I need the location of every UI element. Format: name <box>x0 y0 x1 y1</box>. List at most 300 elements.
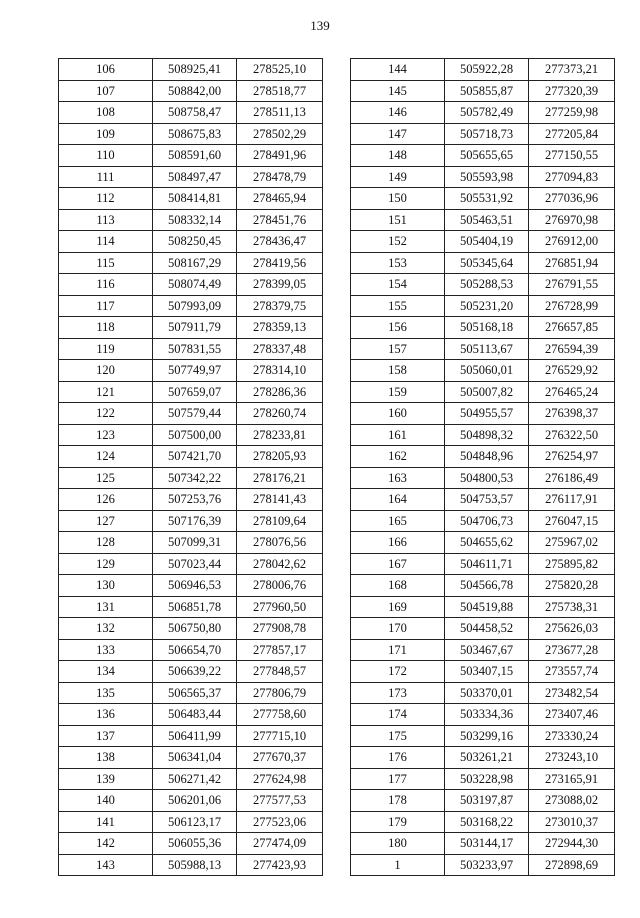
point-number-cell: 137 <box>59 725 153 747</box>
point-number-cell: 1 <box>351 854 445 876</box>
table-row <box>59 231 323 253</box>
table-row <box>59 639 323 661</box>
table-row <box>59 123 323 145</box>
table-row <box>351 274 615 296</box>
table-row <box>351 231 615 253</box>
y-coordinate-cell: 277577,53 <box>237 790 323 812</box>
y-coordinate-cell: 277758,60 <box>237 704 323 726</box>
y-coordinate-cell: 278525,10 <box>237 59 323 81</box>
y-coordinate-cell: 277259,98 <box>529 102 615 124</box>
y-coordinate-cell: 278518,77 <box>237 80 323 102</box>
coordinates-table-left <box>58 58 323 876</box>
x-coordinate-cell: 503334,36 <box>445 704 529 726</box>
point-number-cell: 119 <box>59 338 153 360</box>
y-coordinate-cell: 273330,24 <box>529 725 615 747</box>
y-coordinate-cell: 277908,78 <box>237 618 323 640</box>
y-coordinate-cell: 278314,10 <box>237 360 323 382</box>
table-row <box>59 661 323 683</box>
table-row <box>59 403 323 425</box>
x-coordinate-cell: 504800,53 <box>445 467 529 489</box>
y-coordinate-cell: 276465,24 <box>529 381 615 403</box>
y-coordinate-cell: 273010,37 <box>529 811 615 833</box>
point-number-cell: 148 <box>351 145 445 167</box>
point-number-cell: 118 <box>59 317 153 339</box>
x-coordinate-cell: 505531,92 <box>445 188 529 210</box>
point-number-cell: 150 <box>351 188 445 210</box>
table-row <box>351 188 615 210</box>
point-number-cell: 138 <box>59 747 153 769</box>
table-row <box>351 338 615 360</box>
x-coordinate-cell: 503261,21 <box>445 747 529 769</box>
point-number-cell: 159 <box>351 381 445 403</box>
point-number-cell: 178 <box>351 790 445 812</box>
table-row <box>59 381 323 403</box>
y-coordinate-cell: 278141,43 <box>237 489 323 511</box>
x-coordinate-cell: 504519,88 <box>445 596 529 618</box>
point-number-cell: 136 <box>59 704 153 726</box>
x-coordinate-cell: 507342,22 <box>153 467 237 489</box>
y-coordinate-cell: 275738,31 <box>529 596 615 618</box>
table-row <box>351 768 615 790</box>
table-row <box>351 639 615 661</box>
point-number-cell: 139 <box>59 768 153 790</box>
x-coordinate-cell: 506565,37 <box>153 682 237 704</box>
point-number-cell: 144 <box>351 59 445 81</box>
y-coordinate-cell: 277474,09 <box>237 833 323 855</box>
y-coordinate-cell: 275895,82 <box>529 553 615 575</box>
point-number-cell: 163 <box>351 467 445 489</box>
table-row <box>351 553 615 575</box>
y-coordinate-cell: 276117,91 <box>529 489 615 511</box>
point-number-cell: 127 <box>59 510 153 532</box>
table-row <box>351 446 615 468</box>
x-coordinate-cell: 505718,73 <box>445 123 529 145</box>
y-coordinate-cell: 276657,85 <box>529 317 615 339</box>
y-coordinate-cell: 278359,13 <box>237 317 323 339</box>
point-number-cell: 173 <box>351 682 445 704</box>
table-row <box>351 682 615 704</box>
x-coordinate-cell: 505655,65 <box>445 145 529 167</box>
point-number-cell: 161 <box>351 424 445 446</box>
point-number-cell: 160 <box>351 403 445 425</box>
point-number-cell: 126 <box>59 489 153 511</box>
x-coordinate-cell: 505463,51 <box>445 209 529 231</box>
point-number-cell: 132 <box>59 618 153 640</box>
point-number-cell: 167 <box>351 553 445 575</box>
x-coordinate-cell: 503467,67 <box>445 639 529 661</box>
x-coordinate-cell: 506654,70 <box>153 639 237 661</box>
x-coordinate-cell: 504848,96 <box>445 446 529 468</box>
table-row <box>59 618 323 640</box>
point-number-cell: 113 <box>59 209 153 231</box>
table-row <box>59 704 323 726</box>
y-coordinate-cell: 275820,28 <box>529 575 615 597</box>
y-coordinate-cell: 275626,03 <box>529 618 615 640</box>
y-coordinate-cell: 277423,93 <box>237 854 323 876</box>
point-number-cell: 131 <box>59 596 153 618</box>
x-coordinate-cell: 506946,53 <box>153 575 237 597</box>
table-row <box>351 145 615 167</box>
point-number-cell: 164 <box>351 489 445 511</box>
point-number-cell: 170 <box>351 618 445 640</box>
x-coordinate-cell: 505231,20 <box>445 295 529 317</box>
y-coordinate-cell: 277523,06 <box>237 811 323 833</box>
x-coordinate-cell: 508332,14 <box>153 209 237 231</box>
y-coordinate-cell: 278491,96 <box>237 145 323 167</box>
y-coordinate-cell: 277205,84 <box>529 123 615 145</box>
table-row <box>59 532 323 554</box>
x-coordinate-cell: 507579,44 <box>153 403 237 425</box>
point-number-cell: 106 <box>59 59 153 81</box>
x-coordinate-cell: 508250,45 <box>153 231 237 253</box>
y-coordinate-cell: 276254,97 <box>529 446 615 468</box>
table-row <box>59 295 323 317</box>
x-coordinate-cell: 506055,36 <box>153 833 237 855</box>
x-coordinate-cell: 507099,31 <box>153 532 237 554</box>
y-coordinate-cell: 273243,10 <box>529 747 615 769</box>
y-coordinate-cell: 273407,46 <box>529 704 615 726</box>
y-coordinate-cell: 273165,91 <box>529 768 615 790</box>
table-row <box>59 682 323 704</box>
x-coordinate-cell: 504655,62 <box>445 532 529 554</box>
point-number-cell: 108 <box>59 102 153 124</box>
y-coordinate-cell: 276970,98 <box>529 209 615 231</box>
table-row <box>351 102 615 124</box>
table-row <box>351 123 615 145</box>
table-row <box>59 80 323 102</box>
point-number-cell: 151 <box>351 209 445 231</box>
table-row <box>351 360 615 382</box>
table-row <box>59 725 323 747</box>
point-number-cell: 157 <box>351 338 445 360</box>
x-coordinate-cell: 508925,41 <box>153 59 237 81</box>
x-coordinate-cell: 503407,15 <box>445 661 529 683</box>
table-row <box>59 188 323 210</box>
x-coordinate-cell: 504611,71 <box>445 553 529 575</box>
table-row <box>59 510 323 532</box>
table-row <box>351 661 615 683</box>
x-coordinate-cell: 507176,39 <box>153 510 237 532</box>
y-coordinate-cell: 278502,29 <box>237 123 323 145</box>
y-coordinate-cell: 273088,02 <box>529 790 615 812</box>
table-row <box>59 596 323 618</box>
x-coordinate-cell: 505404,19 <box>445 231 529 253</box>
x-coordinate-cell: 504955,57 <box>445 403 529 425</box>
point-number-cell: 123 <box>59 424 153 446</box>
x-coordinate-cell: 507253,76 <box>153 489 237 511</box>
y-coordinate-cell: 278337,48 <box>237 338 323 360</box>
y-coordinate-cell: 272898,69 <box>529 854 615 876</box>
x-coordinate-cell: 506750,80 <box>153 618 237 640</box>
table-row <box>59 790 323 812</box>
y-coordinate-cell: 273557,74 <box>529 661 615 683</box>
y-coordinate-cell: 278436,47 <box>237 231 323 253</box>
table-row <box>59 467 323 489</box>
x-coordinate-cell: 508167,29 <box>153 252 237 274</box>
table-row <box>351 811 615 833</box>
x-coordinate-cell: 505007,82 <box>445 381 529 403</box>
x-coordinate-cell: 508591,60 <box>153 145 237 167</box>
table-row <box>59 166 323 188</box>
y-coordinate-cell: 277373,21 <box>529 59 615 81</box>
point-number-cell: 177 <box>351 768 445 790</box>
y-coordinate-cell: 278176,21 <box>237 467 323 489</box>
x-coordinate-cell: 505593,98 <box>445 166 529 188</box>
point-number-cell: 176 <box>351 747 445 769</box>
x-coordinate-cell: 508497,47 <box>153 166 237 188</box>
point-number-cell: 140 <box>59 790 153 812</box>
table-row <box>59 489 323 511</box>
x-coordinate-cell: 505855,87 <box>445 80 529 102</box>
point-number-cell: 134 <box>59 661 153 683</box>
y-coordinate-cell: 278109,64 <box>237 510 323 532</box>
y-coordinate-cell: 278233,81 <box>237 424 323 446</box>
x-coordinate-cell: 507831,55 <box>153 338 237 360</box>
x-coordinate-cell: 504566,78 <box>445 575 529 597</box>
table-row <box>351 295 615 317</box>
table-row <box>351 833 615 855</box>
point-number-cell: 128 <box>59 532 153 554</box>
y-coordinate-cell: 277806,79 <box>237 682 323 704</box>
point-number-cell: 155 <box>351 295 445 317</box>
table-row <box>59 274 323 296</box>
point-number-cell: 124 <box>59 446 153 468</box>
y-coordinate-cell: 277320,39 <box>529 80 615 102</box>
x-coordinate-cell: 503144,17 <box>445 833 529 855</box>
table-row <box>351 166 615 188</box>
table-row <box>59 145 323 167</box>
y-coordinate-cell: 278511,13 <box>237 102 323 124</box>
x-coordinate-cell: 506341,04 <box>153 747 237 769</box>
table-row <box>59 768 323 790</box>
table-row <box>59 833 323 855</box>
table-row <box>351 317 615 339</box>
x-coordinate-cell: 507749,97 <box>153 360 237 382</box>
y-coordinate-cell: 276912,00 <box>529 231 615 253</box>
y-coordinate-cell: 276851,94 <box>529 252 615 274</box>
table-row <box>351 209 615 231</box>
point-number-cell: 180 <box>351 833 445 855</box>
y-coordinate-cell: 278399,05 <box>237 274 323 296</box>
point-number-cell: 129 <box>59 553 153 575</box>
x-coordinate-cell: 506411,99 <box>153 725 237 747</box>
x-coordinate-cell: 505288,53 <box>445 274 529 296</box>
y-coordinate-cell: 273677,28 <box>529 639 615 661</box>
point-number-cell: 166 <box>351 532 445 554</box>
table-row <box>351 704 615 726</box>
x-coordinate-cell: 505988,13 <box>153 854 237 876</box>
table-row <box>351 618 615 640</box>
point-number-cell: 171 <box>351 639 445 661</box>
table-row <box>59 575 323 597</box>
y-coordinate-cell: 276791,55 <box>529 274 615 296</box>
x-coordinate-cell: 503299,16 <box>445 725 529 747</box>
point-number-cell: 125 <box>59 467 153 489</box>
point-number-cell: 120 <box>59 360 153 382</box>
table-row <box>351 80 615 102</box>
point-number-cell: 145 <box>351 80 445 102</box>
y-coordinate-cell: 278451,76 <box>237 209 323 231</box>
table-row <box>59 446 323 468</box>
table-row <box>351 424 615 446</box>
table-row <box>59 102 323 124</box>
y-coordinate-cell: 277715,10 <box>237 725 323 747</box>
point-number-cell: 168 <box>351 575 445 597</box>
x-coordinate-cell: 505345,64 <box>445 252 529 274</box>
y-coordinate-cell: 275967,02 <box>529 532 615 554</box>
x-coordinate-cell: 506851,78 <box>153 596 237 618</box>
y-coordinate-cell: 276186,49 <box>529 467 615 489</box>
y-coordinate-cell: 278042,62 <box>237 553 323 575</box>
point-number-cell: 149 <box>351 166 445 188</box>
point-number-cell: 116 <box>59 274 153 296</box>
point-number-cell: 122 <box>59 403 153 425</box>
y-coordinate-cell: 278419,56 <box>237 252 323 274</box>
point-number-cell: 174 <box>351 704 445 726</box>
table-row <box>351 854 615 876</box>
table-row <box>59 811 323 833</box>
table-row <box>351 532 615 554</box>
y-coordinate-cell: 276728,99 <box>529 295 615 317</box>
y-coordinate-cell: 276322,50 <box>529 424 615 446</box>
point-number-cell: 110 <box>59 145 153 167</box>
x-coordinate-cell: 507993,09 <box>153 295 237 317</box>
point-number-cell: 135 <box>59 682 153 704</box>
y-coordinate-cell: 278205,93 <box>237 446 323 468</box>
point-number-cell: 143 <box>59 854 153 876</box>
x-coordinate-cell: 503228,98 <box>445 768 529 790</box>
page-number: 139 <box>310 18 330 33</box>
y-coordinate-cell: 277624,98 <box>237 768 323 790</box>
y-coordinate-cell: 277670,37 <box>237 747 323 769</box>
x-coordinate-cell: 506123,17 <box>153 811 237 833</box>
table-row <box>59 424 323 446</box>
table-row <box>59 338 323 360</box>
table-row <box>59 59 323 81</box>
table-row <box>351 381 615 403</box>
point-number-cell: 107 <box>59 80 153 102</box>
point-number-cell: 147 <box>351 123 445 145</box>
x-coordinate-cell: 503370,01 <box>445 682 529 704</box>
x-coordinate-cell: 503168,22 <box>445 811 529 833</box>
y-coordinate-cell: 278006,76 <box>237 575 323 597</box>
x-coordinate-cell: 506201,06 <box>153 790 237 812</box>
x-coordinate-cell: 508842,00 <box>153 80 237 102</box>
table-row <box>59 854 323 876</box>
x-coordinate-cell: 505922,28 <box>445 59 529 81</box>
coordinates-table-right <box>350 58 615 876</box>
x-coordinate-cell: 508675,83 <box>153 123 237 145</box>
point-number-cell: 142 <box>59 833 153 855</box>
table-row <box>59 747 323 769</box>
x-coordinate-cell: 503197,87 <box>445 790 529 812</box>
point-number-cell: 117 <box>59 295 153 317</box>
table-row <box>59 553 323 575</box>
y-coordinate-cell: 278286,36 <box>237 381 323 403</box>
point-number-cell: 121 <box>59 381 153 403</box>
x-coordinate-cell: 504706,73 <box>445 510 529 532</box>
point-number-cell: 115 <box>59 252 153 274</box>
y-coordinate-cell: 277848,57 <box>237 661 323 683</box>
table-row <box>351 790 615 812</box>
x-coordinate-cell: 505113,67 <box>445 338 529 360</box>
table-row <box>351 403 615 425</box>
point-number-cell: 114 <box>59 231 153 253</box>
table-row <box>351 725 615 747</box>
x-coordinate-cell: 508758,47 <box>153 102 237 124</box>
x-coordinate-cell: 508414,81 <box>153 188 237 210</box>
y-coordinate-cell: 277150,55 <box>529 145 615 167</box>
x-coordinate-cell: 507659,07 <box>153 381 237 403</box>
x-coordinate-cell: 505782,49 <box>445 102 529 124</box>
y-coordinate-cell: 277036,96 <box>529 188 615 210</box>
x-coordinate-cell: 504898,32 <box>445 424 529 446</box>
y-coordinate-cell: 278465,94 <box>237 188 323 210</box>
table-row <box>59 360 323 382</box>
point-number-cell: 165 <box>351 510 445 532</box>
table-row <box>351 489 615 511</box>
point-number-cell: 109 <box>59 123 153 145</box>
x-coordinate-cell: 504753,57 <box>445 489 529 511</box>
point-number-cell: 146 <box>351 102 445 124</box>
y-coordinate-cell: 276047,15 <box>529 510 615 532</box>
point-number-cell: 130 <box>59 575 153 597</box>
y-coordinate-cell: 277094,83 <box>529 166 615 188</box>
x-coordinate-cell: 507421,70 <box>153 446 237 468</box>
point-number-cell: 153 <box>351 252 445 274</box>
table-row <box>351 252 615 274</box>
point-number-cell: 111 <box>59 166 153 188</box>
x-coordinate-cell: 504458,52 <box>445 618 529 640</box>
y-coordinate-cell: 278379,75 <box>237 295 323 317</box>
x-coordinate-cell: 507911,79 <box>153 317 237 339</box>
x-coordinate-cell: 507023,44 <box>153 553 237 575</box>
table-row <box>351 467 615 489</box>
y-coordinate-cell: 276398,37 <box>529 403 615 425</box>
y-coordinate-cell: 278076,56 <box>237 532 323 554</box>
table-row <box>351 575 615 597</box>
x-coordinate-cell: 507500,00 <box>153 424 237 446</box>
table-row <box>59 317 323 339</box>
x-coordinate-cell: 506483,44 <box>153 704 237 726</box>
y-coordinate-cell: 272944,30 <box>529 833 615 855</box>
x-coordinate-cell: 503233,97 <box>445 854 529 876</box>
point-number-cell: 141 <box>59 811 153 833</box>
x-coordinate-cell: 505168,18 <box>445 317 529 339</box>
y-coordinate-cell: 273482,54 <box>529 682 615 704</box>
table-row <box>351 59 615 81</box>
point-number-cell: 172 <box>351 661 445 683</box>
point-number-cell: 152 <box>351 231 445 253</box>
x-coordinate-cell: 508074,49 <box>153 274 237 296</box>
y-coordinate-cell: 277960,50 <box>237 596 323 618</box>
table-row <box>351 510 615 532</box>
y-coordinate-cell: 278478,79 <box>237 166 323 188</box>
point-number-cell: 133 <box>59 639 153 661</box>
table-row <box>59 209 323 231</box>
table-row <box>351 596 615 618</box>
y-coordinate-cell: 278260,74 <box>237 403 323 425</box>
x-coordinate-cell: 506271,42 <box>153 768 237 790</box>
point-number-cell: 154 <box>351 274 445 296</box>
x-coordinate-cell: 506639,22 <box>153 661 237 683</box>
y-coordinate-cell: 276529,92 <box>529 360 615 382</box>
point-number-cell: 156 <box>351 317 445 339</box>
x-coordinate-cell: 505060,01 <box>445 360 529 382</box>
table-row <box>351 747 615 769</box>
point-number-cell: 158 <box>351 360 445 382</box>
point-number-cell: 179 <box>351 811 445 833</box>
